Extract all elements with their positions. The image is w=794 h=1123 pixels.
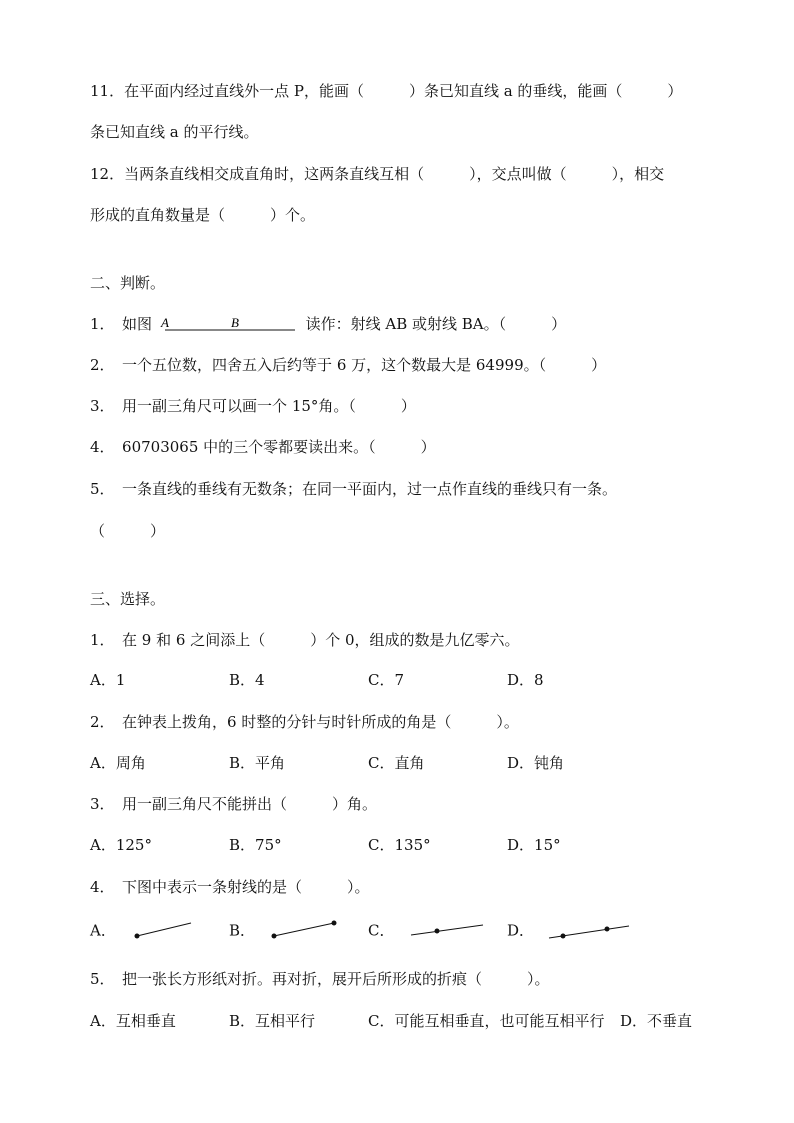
judge-q5-line1: 5． 一条直线的垂线有无数条；在同一平面内，过一点作直线的垂线只有一条。 xyxy=(90,480,618,498)
choice-q1: 1． 在 9 和 6 之间添上（ ）个 0，组成的数是九亿零六。 xyxy=(90,631,520,649)
option-b[interactable]: B．4 xyxy=(229,671,265,689)
option-c[interactable]: C．可能互相垂直，也可能互相平行 xyxy=(368,1012,605,1030)
option-a[interactable] xyxy=(90,918,193,942)
judge-q3: 3． 用一副三角尺可以画一个 15°角。（ ） xyxy=(90,397,416,415)
option-b[interactable]: B．互相平行 xyxy=(229,1012,316,1030)
option-b[interactable] xyxy=(229,918,340,942)
figure-b-segment xyxy=(260,918,340,942)
choice-q3-options xyxy=(90,835,730,857)
option-c-label: C． xyxy=(368,921,395,940)
judge-q1-prefix: 1． 如图 xyxy=(90,315,153,333)
ray-label-b: B xyxy=(230,315,239,330)
option-b-label: B． xyxy=(229,921,256,940)
option-a[interactable]: A．125° xyxy=(90,836,152,854)
option-a[interactable]: A．1 xyxy=(90,671,126,689)
judge-heading: 二、判断。 xyxy=(90,274,166,292)
option-c[interactable]: C．135° xyxy=(368,836,431,854)
option-b[interactable]: B．平角 xyxy=(229,754,286,772)
option-a-label: A． xyxy=(90,921,116,940)
option-d[interactable] xyxy=(507,918,635,942)
fill-q11-line2: 条已知直线 a 的平行线。 xyxy=(90,123,259,141)
judge-q2: 2． 一个五位数，四舍五入后约等于 6 万，这个数最大是 64999。（ ） xyxy=(90,356,607,374)
choice-q4-options xyxy=(90,918,730,948)
figure-a-ray xyxy=(121,918,193,942)
judge-q1 xyxy=(90,314,566,335)
choice-q2-options xyxy=(90,753,730,775)
judge-q1-suffix: 读作：射线 AB 或射线 BA。（ ） xyxy=(305,315,567,333)
choice-q5-options xyxy=(90,1011,710,1033)
fill-q12-line2: 形成的直角数量是（ ）个。 xyxy=(90,206,316,224)
option-d[interactable]: D．8 xyxy=(507,671,544,689)
choice-q1-options xyxy=(90,670,730,692)
option-b[interactable]: B．75° xyxy=(229,836,282,854)
option-d[interactable]: D．15° xyxy=(507,836,561,854)
option-c[interactable]: C．直角 xyxy=(368,754,425,772)
ray-ab-figure xyxy=(157,315,301,335)
choice-q4: 4． 下图中表示一条射线的是（ ）。 xyxy=(90,878,370,896)
choice-heading: 三、选择。 xyxy=(90,590,166,608)
fill-q11-line1: 11．在平面内经过直线外一点 P，能画（ ）条已知直线 a 的垂线，能画（ ） xyxy=(90,82,683,100)
option-a[interactable]: A．互相垂直 xyxy=(90,1012,176,1030)
choice-q3: 3． 用一副三角尺不能拼出（ ）角。 xyxy=(90,795,378,813)
option-d[interactable]: D．钝角 xyxy=(507,754,565,772)
option-c[interactable]: C．7 xyxy=(368,671,405,689)
choice-q2: 2． 在钟表上拨角，6 时整的分针与时针所成的角是（ ）。 xyxy=(90,713,519,731)
ray-label-a: A xyxy=(160,315,169,330)
option-d[interactable]: D．不垂直 xyxy=(620,1012,693,1030)
choice-q5: 5． 把一张长方形纸对折。再对折，展开后所形成的折痕（ ）。 xyxy=(90,970,550,988)
figure-c-ray xyxy=(399,918,489,942)
judge-q5-line2: （ ） xyxy=(90,522,166,540)
option-a[interactable]: A．周角 xyxy=(90,754,146,772)
judge-q4: 4． 60703065 中的三个零都要读出来。（ ） xyxy=(90,438,436,456)
fill-q12-line1: 12．当两条直线相交成直角时，这两条直线互相（ ），交点叫做（ ），相交 xyxy=(90,165,665,183)
option-c[interactable] xyxy=(368,918,489,942)
figure-d-line xyxy=(539,918,635,942)
option-d-label: D． xyxy=(507,921,535,940)
